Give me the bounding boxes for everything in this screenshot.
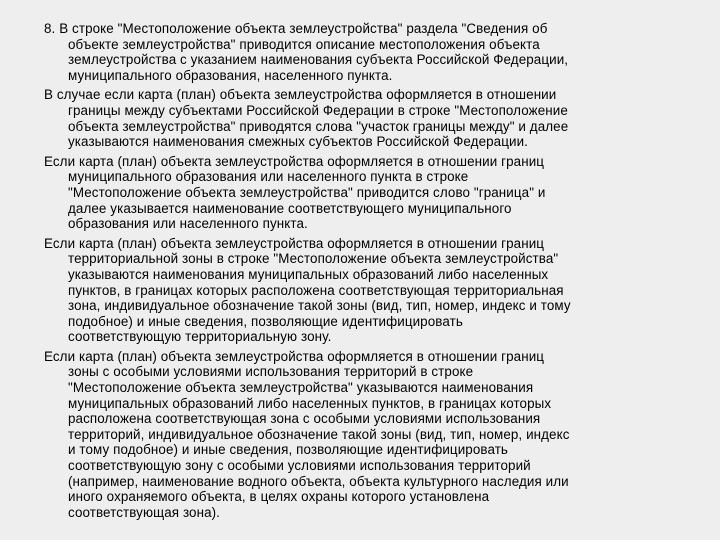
text-line: Если карта (план) объекта землеустройства оформляется в отношении границ (44, 235, 545, 251)
text-line: Если карта (план) объекта землеустройства оформляется в отношении границ (44, 348, 545, 364)
text-line: указываются наименования смежных субъектов Российской Федерации. (68, 134, 528, 150)
text-line: В случае если карта (план) объекта землеустройства оформляется в отношении (44, 87, 557, 103)
text-line: (например, наименование водного объекта, объекта культурного наследия или (68, 473, 569, 489)
text-line: "Местоположение объекта землеустройства" приводится слово "граница" и (68, 184, 546, 200)
text-line: "Местоположение объекта землеустройства" указываются наименования (68, 380, 534, 396)
text-line: муниципального образования, населенного пункта. (68, 67, 393, 83)
text-line: землеустройства с указанием наименования субъекта Российской Федерации, (68, 52, 569, 68)
text-line: муниципального образования или населенного пункта в строке (68, 169, 469, 185)
text-line: территориальной зоны в строке "Местоположение объекта землеустройства" (68, 251, 559, 267)
text-line: Если карта (план) объекта землеустройства оформляется в отношении границ (44, 153, 545, 169)
text-line: указываются наименования муниципальных образований либо населенных (68, 266, 549, 282)
text-line: границы между субъектами Российской Федерации в строке "Местоположение (68, 102, 568, 118)
text-line: соответствующая зона). (68, 504, 221, 520)
text-line: соответствующую территориальную зону. (68, 329, 332, 345)
text-line: муниципальных образований либо населенных пунктов, в границах которых (68, 395, 552, 411)
paragraph-federal-boundary (44, 87, 674, 149)
text-line: пунктов, в границах которых расположена соответствующая территориальная (68, 282, 564, 298)
paragraph-municipal-boundary (44, 154, 674, 232)
text-line: расположена соответствующая зона с особыми условиями использования (68, 411, 541, 427)
paragraph-location-description (44, 21, 674, 83)
text-line: зона, индивидуальное обозначение такой зоны (вид, тип, номер, индекс и тому (68, 298, 571, 314)
text-body (44, 21, 674, 524)
text-line: 8. В строке "Местоположение объекта землеустройства" раздела "Сведения об (44, 21, 548, 36)
text-line: и тому подобное) и иные сведения, позволяющие идентифицировать (68, 442, 509, 458)
text-line: иного охраняемого объекта, в целях охраны которого установлена (68, 489, 490, 505)
text-line: объекта землеустройства" приводятся слова "участок границы между" и далее (68, 118, 569, 134)
text-line: далее указывается наименование соответствующего муниципального (68, 200, 512, 216)
text-line: образования или населенного пункта. (68, 216, 308, 232)
text-line: подобное) и иные сведения, позволяющие идентифицировать (68, 313, 463, 329)
paragraph-territorial-zone (44, 236, 674, 345)
text-line: зоны с особыми условиями использования территорий в строке (68, 364, 474, 380)
text-line: соответствующую зону с особыми условиями использования территорий (68, 458, 531, 474)
text-line: территорий, индивидуальное обозначение такой зоны (вид, тип, номер, индекс (68, 426, 570, 442)
text-line: объекте землеустройства" приводится описание местоположения объекта (68, 36, 540, 52)
paragraph-special-use-zone (44, 349, 674, 521)
